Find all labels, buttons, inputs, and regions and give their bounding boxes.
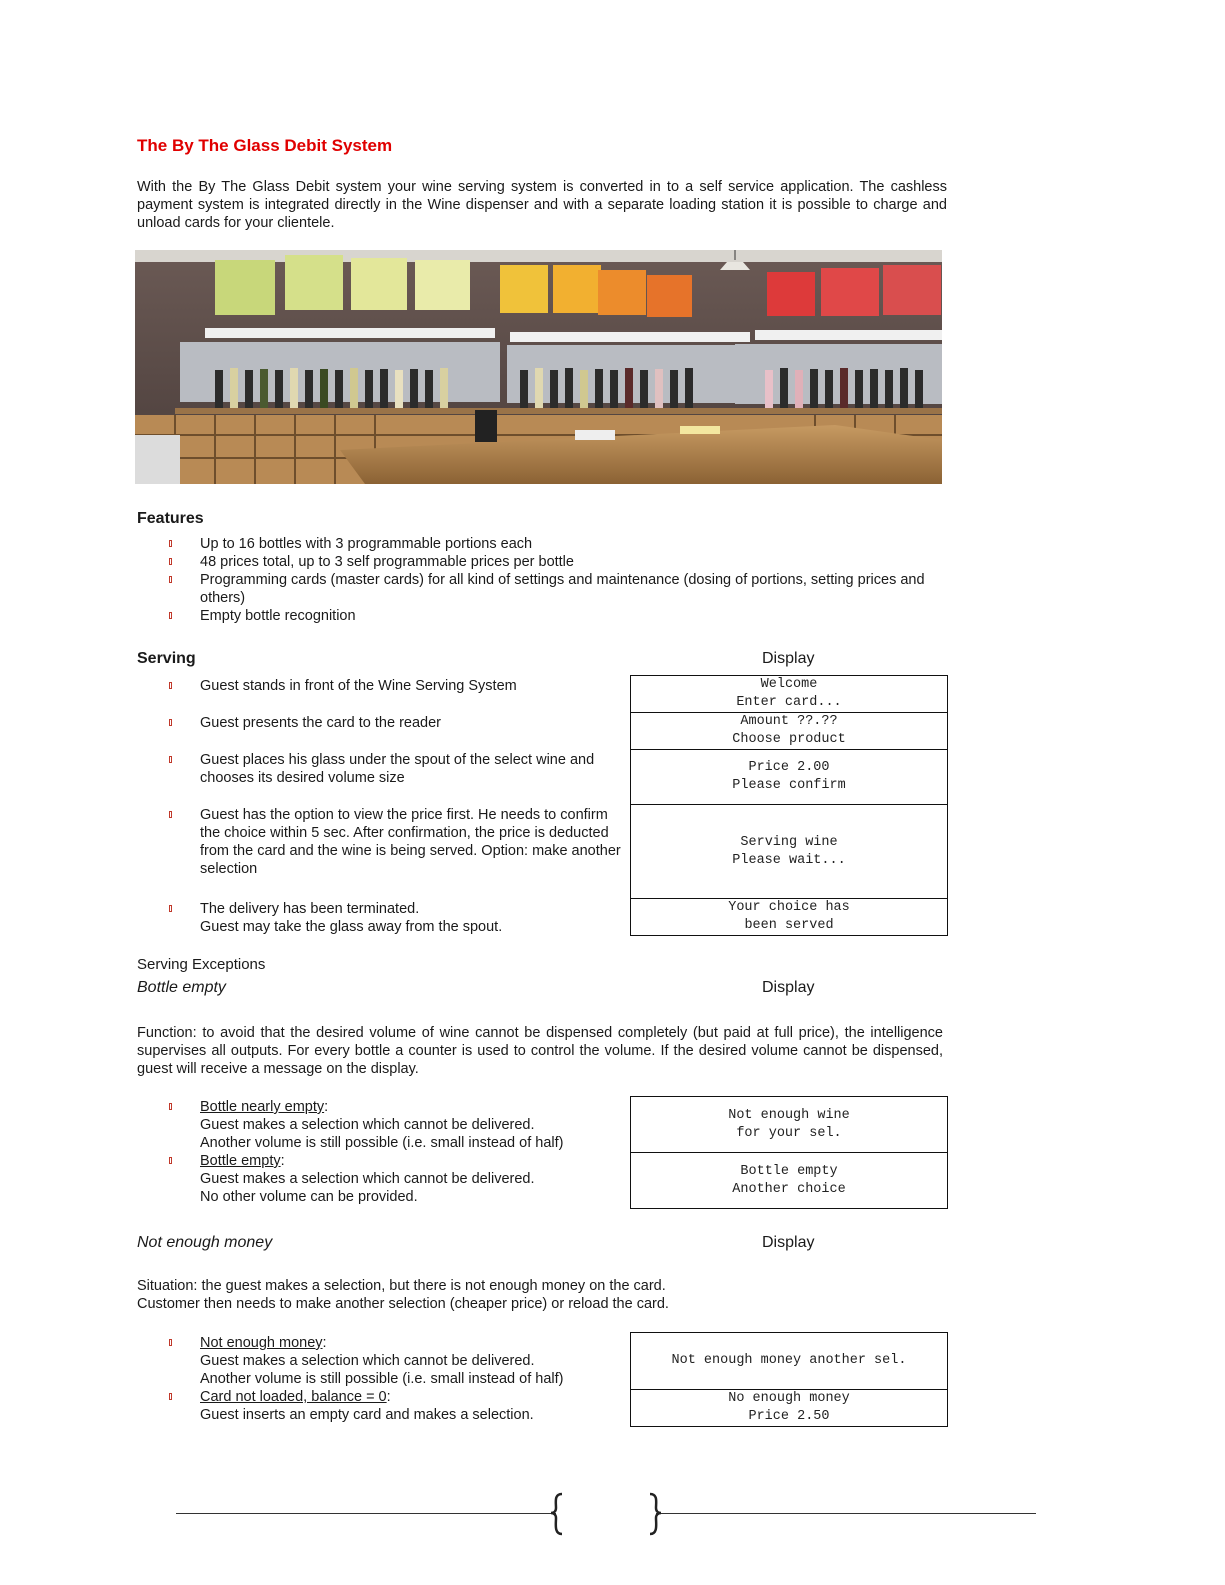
display-screen: Serving wine Please wait... [630,804,948,899]
exceptions-heading: Serving Exceptions [137,956,266,973]
display-screen: Not enough money another sel. [630,1332,948,1390]
bullet-icon [169,719,172,726]
list-item: Programming cards (master cards) for all kind of settings and maintenance (dosing of portions, setting prices and others) [137,571,937,607]
serving-steps [137,677,627,936]
footer-rule-right [656,1513,1036,1514]
list-item: 48 prices total, up to 3 self programmable prices per bottle [137,553,937,571]
display-label: Display [762,650,815,667]
list-item: Not enough money: Guest makes a selection which cannot be delivered. Another volume is still possible (i.e. small instead of half) [137,1334,627,1388]
features-list [137,535,937,625]
bullet-icon [169,905,172,912]
list-item: Bottle empty: Guest makes a selection which cannot be delivered. No other volume can be provided. [137,1152,627,1206]
footer-rule-left [176,1513,556,1514]
not-enough-money-heading: Not enough money [137,1234,273,1251]
bullet-icon [169,1157,172,1164]
display-screen: Amount ??.?? Choose product [630,712,948,750]
display-label: Display [762,979,815,996]
list-item: Guest stands in front of the Wine Serving System [137,677,627,714]
list-item: Bottle nearly empty: Guest makes a selection which cannot be delivered. Another volume is still possible (i.e. small instead of half) [137,1098,627,1152]
bullet-icon [169,756,172,763]
display-screen: Not enough wine for your sel. [630,1096,948,1153]
bullet-icon [169,558,172,565]
intro-paragraph: With the By The Glass Debit system your wine serving system is converted in to a self service application. The cashless payment system is integrated directly in the Wine dispenser and with a separate loading station it is possible to charge and unload cards for your clientele. [137,179,947,231]
bullet-icon [169,576,172,583]
display-screen: No enough money Price 2.50 [630,1389,948,1427]
function-paragraph: Function: to avoid that the desired volume of wine cannot be dispensed completely (but paid at full price), the intelligence supervises all outputs. For every bottle a counter is used to control the volume. If the desired volume cannot be dispensed, guest will receive a message on the display. [137,1025,943,1077]
not-enough-money-list [137,1334,627,1424]
display-screen: Bottle empty Another choice [630,1152,948,1209]
list-item: Guest presents the card to the reader [137,714,627,751]
display-screen: Welcome Enter card... [630,675,948,713]
bullet-icon [169,811,172,818]
page-number-bracket [550,1492,662,1536]
list-item: Card not loaded, balance = 0: Guest inserts an empty card and makes a selection. [137,1388,627,1424]
list-item: Guest has the option to view the price first. He needs to confirm the choice within 5 sec. After confirmation, the price is deducted from the card and the wine is being served. Option: make another selection [137,806,627,900]
display-screen: Your choice has been served [630,898,948,936]
list-item: Up to 16 bottles with 3 programmable portions each [137,535,937,553]
list-item: The delivery has been terminated. Guest may take the glass away from the spout. [137,900,627,936]
bullet-icon [169,1393,172,1400]
serving-heading: Serving [137,650,196,667]
wine-bar-photo [135,250,942,484]
bullet-icon [169,682,172,689]
bullet-icon [169,612,172,619]
display-label: Display [762,1234,815,1251]
display-screen: Price 2.00 Please confirm [630,749,948,805]
features-heading: Features [137,510,204,527]
situation-paragraph: Situation: the guest makes a selection, but there is not enough money on the card. Customer then needs to make another selection (cheaper price) or reload the card. [137,1278,669,1312]
bottle-empty-list [137,1098,627,1206]
page-title: The By The Glass Debit System [137,136,393,155]
list-item: Empty bottle recognition [137,607,937,625]
list-item: Guest places his glass under the spout of the select wine and chooses its desired volume size [137,751,620,806]
bottle-empty-heading: Bottle empty [137,979,226,996]
bullet-icon [169,540,172,547]
bullet-icon [169,1103,172,1110]
bullet-icon [169,1339,172,1346]
